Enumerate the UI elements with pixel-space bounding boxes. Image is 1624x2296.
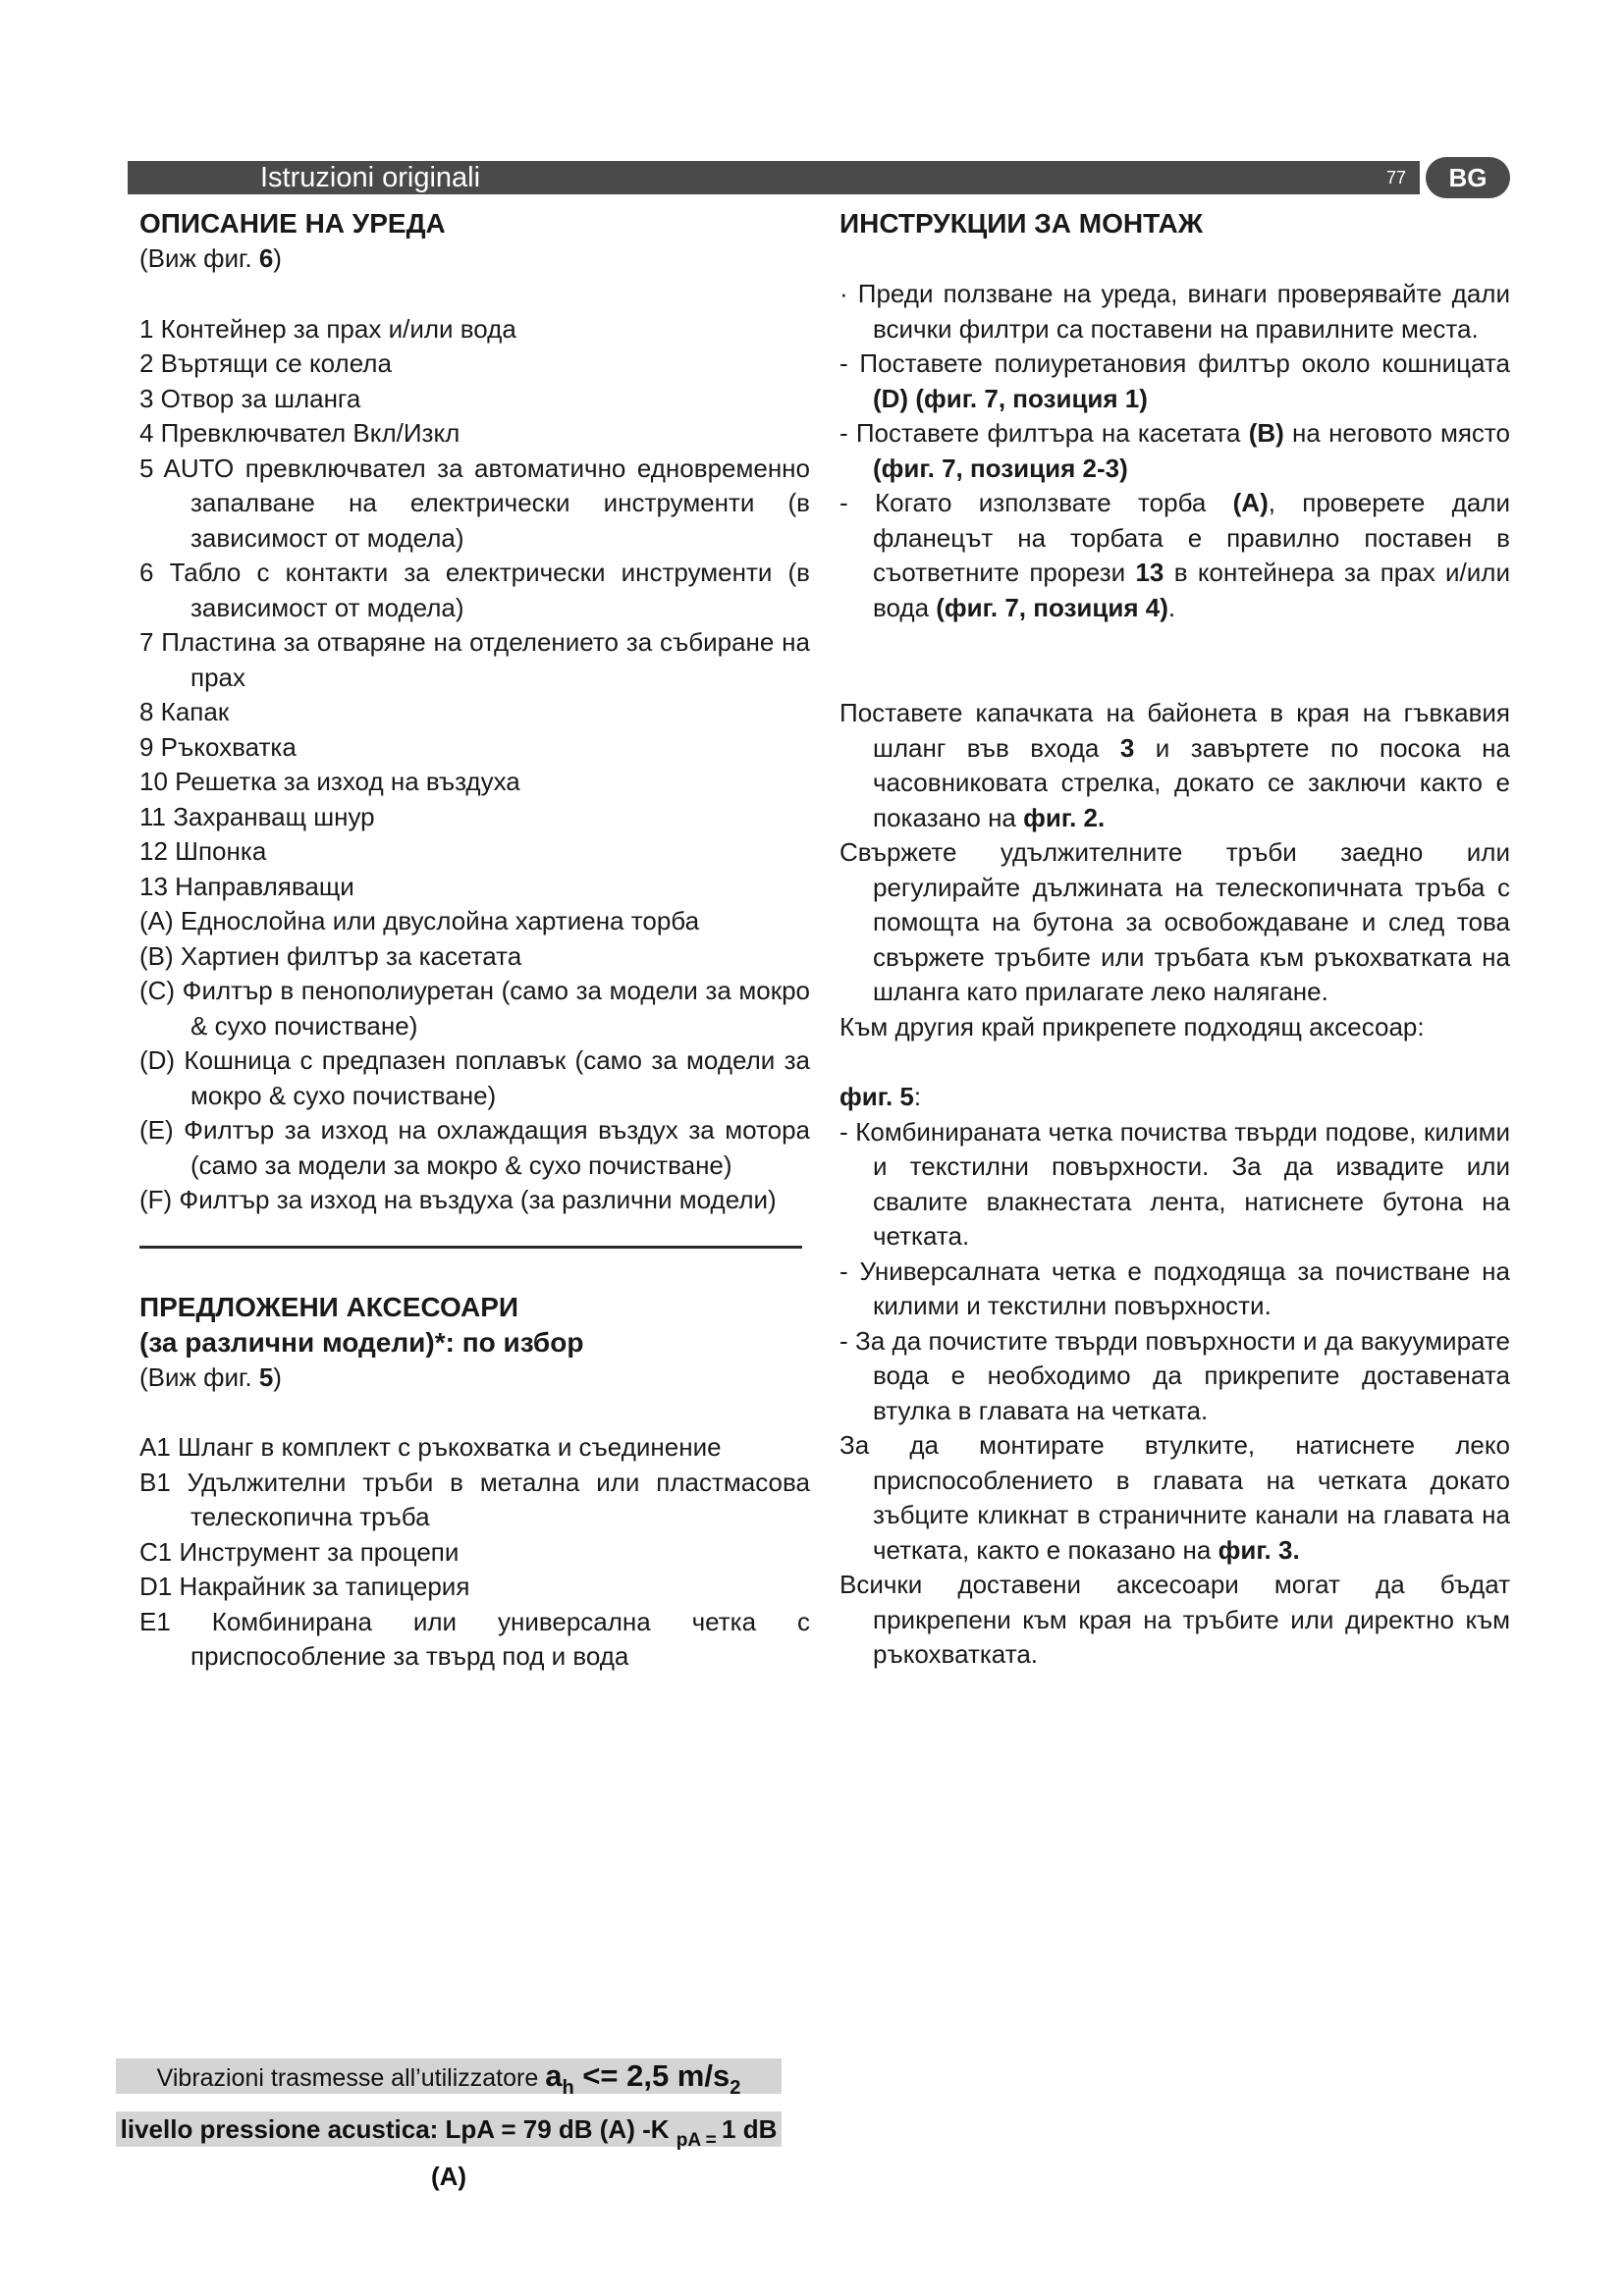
list-item: B1 Удължителни тръби в метална или пластмасова телескопична тръба xyxy=(139,1467,810,1531)
list-item: (B) Хартиен филтър за касетата xyxy=(139,940,522,971)
list-item: C1 Инструмент за процепи xyxy=(139,1536,460,1567)
list-item: 4 Превключвател Вкл/Изкл xyxy=(139,418,460,448)
list-item: (D) Кошница с предпазен поплавък (само за модели за мокро & сухо почистване) xyxy=(139,1045,810,1110)
list-item: 5 AUTO превключвател за автоматично едновременно запалване на електрически инструменти (в зависимост от модела) xyxy=(139,453,810,553)
vibration-spec: Vibrazioni trasmesse all’utilizzatore $a_h <= 2,5$ $m/s_2$ xyxy=(116,2058,782,2094)
list-item: 6 Табло с контакти за електрически инструменти (в зависимост от модела) xyxy=(139,558,810,622)
list-item: 1 Контейнер за прах и/или вода xyxy=(139,313,516,344)
description-list xyxy=(139,312,810,1218)
brush-item: - Комбинираната четка почиства твърди подове, килими и текстилни повърхности. За да извадите или свалите влакнестата лента, натиснете бутона на четката. xyxy=(839,1116,1510,1251)
list-item: 13 Направляващи xyxy=(139,871,354,901)
list-item: (C) Филтър в пенополиуретан (само за модели за мокро & сухо почистване) xyxy=(139,976,810,1041)
list-item: 8 Капак xyxy=(139,697,230,726)
paragraph-sleeves: За да монтирате втулките, натиснете леко приспособлението в главата на четката докато зъбците кликнат в страничните канали на главата на четката, както е показано на фиг. 3. xyxy=(839,1430,1510,1565)
accessories-list xyxy=(139,1430,810,1675)
instruction-bullet: · Преди ползване на уреда, винаги проверявайте дали всички филтри са поставени на правилните места. xyxy=(839,279,1510,344)
list-item: 11 Захранващ шнур xyxy=(139,801,375,831)
paragraph-accessory: Към другия край прикрепете подходящ аксесоар: xyxy=(839,1011,1425,1041)
language-badge: BG xyxy=(1426,157,1510,198)
list-item: 2 Въртящи се колела xyxy=(139,348,392,378)
instruction-bullet: - Поставете полиуретановия филтър около кошницата (D) (фиг. 7, позиция 1) xyxy=(839,348,1510,413)
list-item: 10 Решетка за изход на въздуха xyxy=(139,767,520,796)
list-item: (E) Филтър за изход на охлаждащия въздух за мотора (само за модели за мокро & сухо почистване) xyxy=(139,1115,810,1180)
accessories-figure-ref: (Виж фиг. 5) xyxy=(139,1362,282,1392)
instruction-bullet: - Поставете филтъра на касетата (B) на неговото място (фиг. 7, позиция 2-3) xyxy=(839,418,1510,483)
description-figure-ref: (Виж фиг. 6) xyxy=(139,243,282,273)
assembly-title: ИНСТРУКЦИИ ЗА МОНТАЖ xyxy=(839,208,1204,239)
list-item: E1 Комбинирана или универсална четка с приспособление за твърд под и вода xyxy=(139,1606,810,1671)
instruction-bullet: - Когато използвате торба (A), проверете дали фланецът на торбата е правилно поставен в съответните прорези 13 в контейнера за прах и/или вода (фиг. 7, позиция 4). xyxy=(839,488,1510,622)
list-item: 7 Пластина за отваряне на отделението за събиране на прах xyxy=(139,627,810,692)
accessories-title: ПРЕДЛОЖЕНИ АКСЕСОАРИ xyxy=(139,1291,519,1322)
paragraph-extension-tubes: Свържете удължителните тръби заедно или регулирайте дължината на телескопичната тръба с помощта на бутона за освобождаване и след това свържете тръбите или тръбата към ръкохватката на шланга като прилагате леко налягане. xyxy=(839,837,1510,1006)
list-item: (A) Еднослойна или двуслойна хартиена торба xyxy=(139,906,700,935)
paragraph-hose-cap: Поставете капачката на байонета в края на гъвкавия шланг във входа 3 и завъртете по посока на часовниковата стрелка, докато се заключи както е показано на фиг. 2. xyxy=(839,698,1510,832)
figure-5-label: фиг. 5: xyxy=(839,1082,922,1111)
brush-item: - Универсалната четка е подходяща за почистване на килими и текстилни повърхности. xyxy=(839,1255,1510,1320)
accessories-subtitle: (за различни модели)*: по избор xyxy=(139,1326,584,1358)
list-item: D1 Накрайник за тапицерия xyxy=(139,1572,470,1601)
list-item: A1 Шланг в комплект с ръкохватка и съединение xyxy=(139,1432,722,1462)
page-number: 77 xyxy=(1385,168,1406,187)
list-item: 12 Шпонка xyxy=(139,836,267,866)
noise-spec: livello pressione acustica: LpA = 79 dB (A) -K $_{pA =}$ 1 dB (A) xyxy=(116,2111,782,2147)
list-item: 9 Ръкохватка xyxy=(139,731,297,762)
list-item: 3 Отвор за шланга xyxy=(139,383,361,413)
left-column xyxy=(139,206,810,1675)
header-bar xyxy=(128,161,1420,194)
list-item: (F) Филтър за изход на въздуха (за различни модели) xyxy=(139,1185,777,1214)
section-divider xyxy=(139,1246,802,1249)
right-column xyxy=(839,206,1510,1673)
paragraph-all-accessories: Всички доставени аксесоари могат да бъдат прикрепени към края на тръбите или директно към ръкохватката. xyxy=(839,1570,1510,1669)
header-title: Istruzioni originali xyxy=(260,162,481,193)
description-title: ОПИСАНИЕ НА УРЕДА xyxy=(139,208,446,239)
brush-item: - За да почистите твърди повърхности и да вакуумирате вода е необходимо да прикрепите доставената втулка в главата на четката. xyxy=(839,1325,1510,1425)
